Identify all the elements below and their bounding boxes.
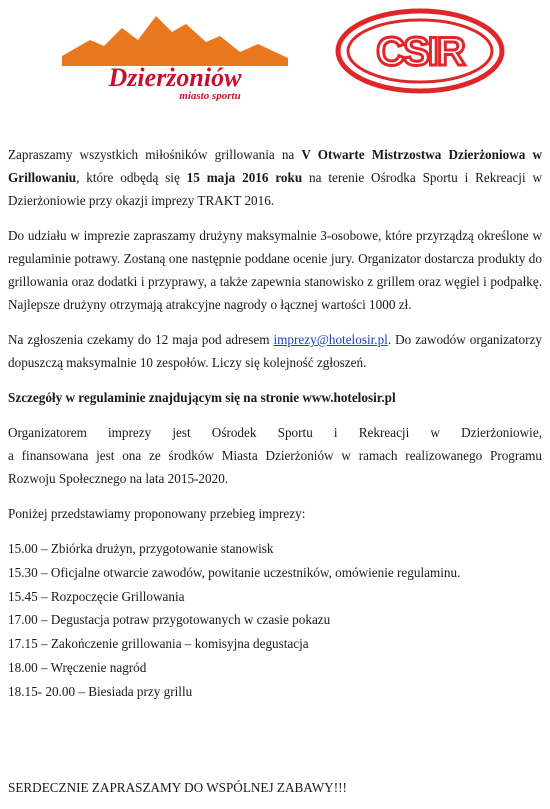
organizer-paragraph (8, 421, 542, 490)
schedule-list (8, 537, 542, 704)
email-link[interactable]: imprezy@hotelosir.pl (273, 332, 388, 347)
schedule-item: 15.45 – Rozpoczęcie Grillowania (8, 588, 185, 604)
document-body (8, 143, 542, 704)
csir-logo (335, 8, 505, 94)
closing-line: SERDECZNIE ZAPRASZAMY DO WSPÓLNEJ ZABAWY!!! (8, 780, 347, 795)
participation-paragraph: Do udziału w imprezie zapraszamy drużyny maksymalnie 3-osobowe, które przyrządzą określone w regulaminie potrawy. Zostaną one następnie poddane ocenie jury. Organizator dostarcza produkty do grillowania oraz dodatki i przyprawy, a także zapewnia stanowisko z grillem oraz węgiel i podpałkę. Najlepsze drużyny otrzymają atrakcyjne nagrody o łącznej wartości 1000 zł. (8, 228, 542, 312)
schedule-item: 15.00 – Zbiórka drużyn, przygotowanie stanowisk (8, 541, 274, 556)
event-date: 15 maja 2016 roku (186, 170, 303, 185)
organizer-line-2: a finansowana jest ona ze środków Miasta Dzierżoniów w ramach realizowanego Programu Rozwoju Społecznego na lata 2015-2020. (8, 448, 542, 486)
event-name: V Otwarte Mistrzostwa Dzierżoniowa w Grillowaniu (8, 147, 542, 185)
schedule-item: 15.30 – Oficjalne otwarcie zawodów, powitanie uczestników, omówienie regulaminu. (8, 564, 461, 580)
schedule-item: 17.15 – Zakończenie grillowania – komisyjna degustacja (8, 636, 309, 652)
registration-paragraph: Na zgłoszenia czekamy do 12 maja pod adresem imprezy@hotelosir.pl. Do zawodów organizatorzy dopuszczą maksymalnie 10 zespołów. Liczy się kolejność zgłoszeń. (8, 332, 542, 370)
schedule-intro: Poniżej przedstawiamy proponowany przebieg imprezy: (8, 506, 306, 521)
schedule-item: 17.00 – Degustacja potraw przygotowanych w czasie pokazu (8, 612, 331, 628)
intro-paragraph: Zapraszamy wszystkich miłośników grillowania na V Otwarte Mistrzostwa Dzierżoniowa w Grillowaniu, które odbędą się 15 maja 2016 roku na terenie Ośrodka Sportu i Rekreacji w Dzierżoniowie przy okazji imprezy TRAKT 2016. (8, 147, 542, 208)
logo-left-name: Dzierżoniów (108, 63, 242, 92)
details-line: Szczegóły w regulaminie znajdującym się na stronie www.hotelosir.pl (8, 390, 396, 405)
schedule-item: 18.00 – Wręczenie nagród (8, 659, 147, 675)
logo-right-name: CSIR (376, 30, 464, 74)
organizer-line-1: Organizatorem imprezy jest Ośrodek Sportu i Rekreacji w Dzierżoniowie, (8, 425, 542, 440)
dzierzoniow-logo (60, 6, 290, 101)
logo-left-tagline: miasto sportu (179, 90, 241, 101)
logo-header (0, 0, 550, 110)
schedule-item: 18.15- 20.00 – Biesiada przy grillu (8, 683, 193, 699)
